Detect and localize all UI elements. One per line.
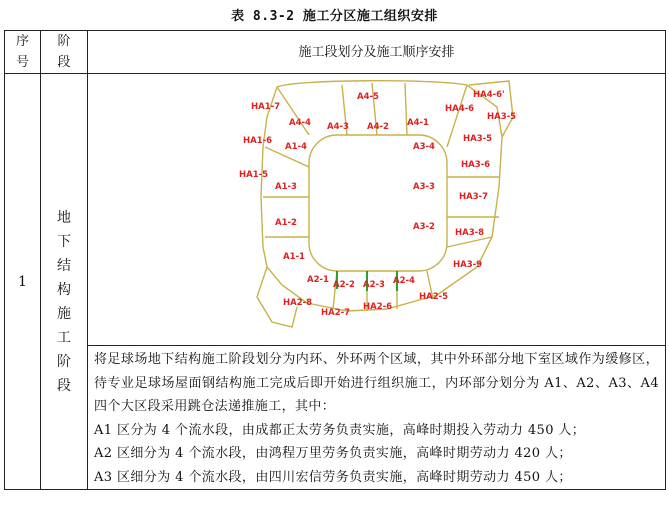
zone-label: HA2-7: [320, 307, 350, 318]
zone-label: HA4-6': [472, 89, 505, 100]
zone-label: A3-4: [412, 141, 435, 152]
paragraph-a3: A3 区细分为 4 个流水段，由四川宏信劳务负责实施，高峰时期劳动力 450 人；: [94, 469, 572, 485]
paragraph-a1: A1 区分为 4 个流水段，由成都正太劳务负责实施，高峰时期投入劳动力 450 人；: [94, 422, 586, 438]
zone-label: HA3-5: [462, 133, 492, 144]
zone-label: HA3-5': [486, 111, 517, 122]
zone-label: A4-2: [366, 121, 389, 132]
zone-label: A4-4: [288, 117, 311, 128]
zone-label: HA4-6: [444, 103, 474, 114]
paragraph-intro: 将足球场地下结构施工阶段划分为内环、外环两个区域，其中外环部分地下室区域作为缓修区，待专业足球场屋面钢结构施工完成后即开始进行组织施工，内环部分划分为 A1、A2、A3、A4 四个大区段采用跳仓法递推施工，其中：: [94, 352, 659, 414]
zone-label: HA1-7: [250, 101, 280, 112]
header-main: 施工段划分及施工顺序安排: [88, 31, 666, 74]
zone-label: HA1-5: [238, 169, 268, 180]
zoning-diagram-cell: [88, 74, 666, 346]
table-row: [5, 74, 666, 346]
zone-label: A2-4: [392, 275, 415, 286]
construction-organization-table: [4, 30, 666, 490]
zone-label: A1-2: [274, 217, 297, 228]
header-stage: 阶 段: [41, 31, 88, 74]
header-seq: 序 号: [5, 31, 41, 74]
zone-label: A3-3: [412, 181, 435, 192]
stadium-zoning-diagram: [237, 77, 517, 339]
table-row: [5, 346, 666, 490]
zone-label: A2-1: [306, 274, 329, 285]
zone-label: A4-3: [326, 121, 349, 132]
zone-label: HA2-5: [418, 291, 448, 302]
zone-label: A2-3: [362, 279, 385, 290]
table-caption: 表 8.3-2 施工分区施工组织安排: [231, 9, 438, 24]
zone-label: A1-3: [274, 181, 297, 192]
zone-label: A4-5: [356, 91, 379, 102]
zone-label: HA2-8: [282, 297, 312, 308]
zone-label: HA3-7: [458, 191, 488, 202]
description-cell: [88, 346, 666, 490]
zone-label: A2-2: [332, 279, 355, 290]
zone-label: HA3-6: [460, 159, 490, 170]
row-stage-cell: 地 下 结 构 施 工 阶 段: [41, 74, 88, 490]
zone-label: HA1-6: [242, 135, 272, 146]
zone-label: A1-1: [282, 251, 305, 262]
zone-label: HA3-9: [452, 259, 482, 270]
paragraph-a2: A2 区细分为 4 个流水段，由鸿程万里劳务负责实施，高峰时期劳动力 420 人；: [94, 446, 572, 461]
row-seq-cell: 1: [5, 74, 41, 490]
header-row: [5, 31, 666, 74]
zone-label: A4-1: [406, 117, 429, 128]
zone-label: A1-4: [284, 141, 307, 152]
zone-label: A3-2: [412, 221, 435, 232]
zone-label: HA2-6: [362, 301, 392, 312]
zone-label: HA3-8: [454, 227, 484, 238]
